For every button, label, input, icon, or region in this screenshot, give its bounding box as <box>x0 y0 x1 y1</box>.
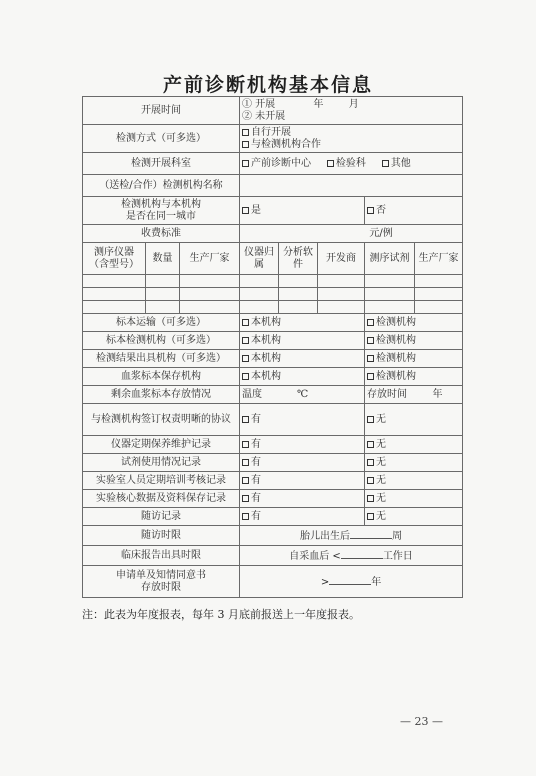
data-backup-label: 实验核心数据及资料保存记录 <box>83 490 240 508</box>
not-started-option-label: ② 未开展 <box>242 110 286 122</box>
fee-field[interactable] <box>240 225 463 243</box>
header-sequencer: 测序仪器（含型号） <box>83 243 146 275</box>
followup-label: 随访记录 <box>83 508 240 526</box>
maintenance-label: 仪器定期保养维护记录 <box>83 436 240 454</box>
method-cooperate-label: 与检测机构合作 <box>251 138 321 150</box>
checkbox-has[interactable] <box>242 495 249 502</box>
method-label: 检测方式（可多选） <box>83 125 240 153</box>
checkbox-partner[interactable] <box>367 319 374 326</box>
checkbox-no[interactable] <box>367 207 374 214</box>
row-followup <box>83 508 463 526</box>
checkbox-has[interactable] <box>242 441 249 448</box>
start-option-label: ① 开展 <box>242 98 276 110</box>
transport-label: 标本运输（可多选） <box>83 314 240 332</box>
footnote: 注：此表为年度报表，每年 3 月底前报送上一年度报表。 <box>82 608 360 621</box>
followup-time-prefix: 胎儿出生后 <box>300 530 351 542</box>
checkbox-has[interactable] <box>242 459 249 466</box>
page-number: — 23 — <box>400 715 443 728</box>
option-partner-label: 检测机构 <box>376 352 416 364</box>
option-partner-label: 检测机构 <box>376 370 416 382</box>
row-dept <box>83 153 463 175</box>
row-same-city <box>83 197 463 225</box>
row-training <box>83 472 463 490</box>
checkbox-partner[interactable] <box>367 373 374 380</box>
checkbox-partner[interactable] <box>367 355 374 362</box>
option-has-label: 有 <box>251 474 261 486</box>
row-partner <box>83 175 463 197</box>
celsius-unit: ℃ <box>296 388 309 400</box>
page-title: 产前诊断机构基本信息 <box>162 74 373 96</box>
row-transport <box>83 314 463 332</box>
same-city-yes-label: 是 <box>251 204 261 216</box>
checkbox-own[interactable] <box>242 355 249 362</box>
option-none-label: 无 <box>376 474 386 486</box>
row-testing <box>83 332 463 350</box>
checkbox-other-dept[interactable] <box>382 160 389 167</box>
option-none-label: 无 <box>376 438 386 450</box>
checkbox-none[interactable] <box>367 495 374 502</box>
row-report-limit <box>83 546 463 566</box>
row-reagent <box>83 454 463 472</box>
header-ownership: 仪器归属 <box>240 243 279 275</box>
option-has-label: 有 <box>251 438 261 450</box>
option-has-label: 有 <box>251 456 261 468</box>
checkbox-none[interactable] <box>367 459 374 466</box>
workdays-unit: 工作日 <box>382 550 413 562</box>
row-followup-time <box>83 526 463 546</box>
header-quantity: 数量 <box>146 243 180 275</box>
equip-blank-row <box>83 301 463 314</box>
option-partner-label: 检测机构 <box>376 334 416 346</box>
checkbox-prenatal-center[interactable] <box>242 160 249 167</box>
option-has-label: 有 <box>251 413 261 425</box>
storage-time-field[interactable] <box>365 386 463 404</box>
residual-label: 剩余血浆标本存放情况 <box>83 386 240 404</box>
method-self-label: 自行开展 <box>251 126 291 138</box>
start-time-label: 开展时间 <box>83 97 240 125</box>
checkbox-own[interactable] <box>242 373 249 380</box>
report-limit-prefix: 自采血后 <box>289 550 330 562</box>
weeks-unit: 周 <box>392 530 403 542</box>
same-city-no-label: 否 <box>376 204 386 216</box>
option-none-label: 无 <box>376 413 386 425</box>
checkbox-self[interactable] <box>242 129 249 136</box>
checkbox-has[interactable] <box>242 477 249 484</box>
temperature-label: 温度 <box>242 388 262 400</box>
header-software: 分析软件 <box>279 243 318 275</box>
year-label: 年 <box>313 98 324 110</box>
form-storage-label-1: 申请单及知情同意书 <box>116 569 206 581</box>
report-org-label: 检测结果出具机构（可多选） <box>83 350 240 368</box>
testing-label: 标本检测机构（可多选） <box>83 332 240 350</box>
fee-label: 收费标准 <box>83 225 240 243</box>
option-own-label: 本机构 <box>251 370 281 382</box>
form-storage-field[interactable] <box>240 566 463 598</box>
row-start-time <box>83 97 463 125</box>
option-own-label: 本机构 <box>251 316 281 328</box>
start-time-value[interactable] <box>240 97 463 125</box>
checkbox-own[interactable] <box>242 319 249 326</box>
checkbox-yes[interactable] <box>242 207 249 214</box>
report-limit-label: 临床报告出具时限 <box>83 546 240 566</box>
dept-other-label: 其他 <box>390 157 411 169</box>
equip-blank-row <box>83 288 463 301</box>
storage-time-label: 存放时间 <box>367 388 407 400</box>
row-storage-org <box>83 368 463 386</box>
less-than-symbol: < <box>332 550 341 562</box>
row-method <box>83 125 463 153</box>
blank-line[interactable] <box>341 549 383 559</box>
checkbox-none[interactable] <box>367 513 374 520</box>
checkbox-cooperate[interactable] <box>242 141 249 148</box>
report-limit-field[interactable] <box>240 546 463 566</box>
checkbox-has[interactable] <box>242 416 249 423</box>
dept-center-label: 产前诊断中心 <box>251 157 311 169</box>
greater-than-symbol: > <box>320 576 330 588</box>
followup-time-label: 随访时限 <box>83 526 240 546</box>
row-residual <box>83 386 463 404</box>
checkbox-has[interactable] <box>242 513 249 520</box>
checkbox-own[interactable] <box>242 337 249 344</box>
storage-org-label: 血浆标本保存机构 <box>83 368 240 386</box>
year-unit: 年 <box>432 388 443 400</box>
header-developer: 开发商 <box>318 243 365 275</box>
reagent-label: 试剂使用情况记录 <box>83 454 240 472</box>
training-label: 实验室人员定期培训考核记录 <box>83 472 240 490</box>
dept-label: 检测开展科室 <box>83 153 240 175</box>
blank-line[interactable] <box>329 575 371 585</box>
years-unit: 年 <box>371 576 382 588</box>
checkbox-none[interactable] <box>367 441 374 448</box>
checkbox-none[interactable] <box>367 416 374 423</box>
option-has-label: 有 <box>251 510 261 522</box>
row-fee <box>83 225 463 243</box>
checkbox-lab-dept[interactable] <box>327 160 334 167</box>
option-partner-label: 检测机构 <box>376 316 416 328</box>
option-own-label: 本机构 <box>251 352 281 364</box>
temperature-field[interactable] <box>240 386 365 404</box>
header-reagent: 测序试剂 <box>365 243 415 275</box>
row-form-storage <box>83 566 463 598</box>
partner-label: （送检/合作）检测机构名称 <box>83 175 240 197</box>
partner-field[interactable] <box>240 175 463 197</box>
month-label: 月 <box>348 98 359 110</box>
option-own-label: 本机构 <box>251 334 281 346</box>
header-manufacturer: 生产厂家 <box>180 243 240 275</box>
same-city-label-2: 是否在同一城市 <box>126 210 196 222</box>
option-none-label: 无 <box>376 456 386 468</box>
info-form-table <box>82 96 463 598</box>
header-reagent-maker: 生产厂家 <box>415 243 463 275</box>
dept-lab-label: 检验科 <box>335 157 366 169</box>
row-data-backup <box>83 490 463 508</box>
fee-unit: 元/例 <box>369 227 393 239</box>
row-maintenance <box>83 436 463 454</box>
row-equip-header <box>83 243 463 275</box>
form-storage-label-2: 存放时限 <box>141 581 181 593</box>
option-has-label: 有 <box>251 492 261 504</box>
followup-time-field[interactable] <box>240 526 463 546</box>
checkbox-none[interactable] <box>367 477 374 484</box>
same-city-label-1: 检测机构与本机构 <box>121 198 201 210</box>
row-report-org <box>83 350 463 368</box>
option-none-label: 无 <box>376 510 386 522</box>
row-agreement <box>83 404 463 436</box>
blank-line[interactable] <box>350 529 392 539</box>
option-none-label: 无 <box>376 492 386 504</box>
equip-blank-row <box>83 275 463 288</box>
agreement-label: 与检测机构签订权责明晰的协议 <box>83 404 240 436</box>
checkbox-partner[interactable] <box>367 337 374 344</box>
